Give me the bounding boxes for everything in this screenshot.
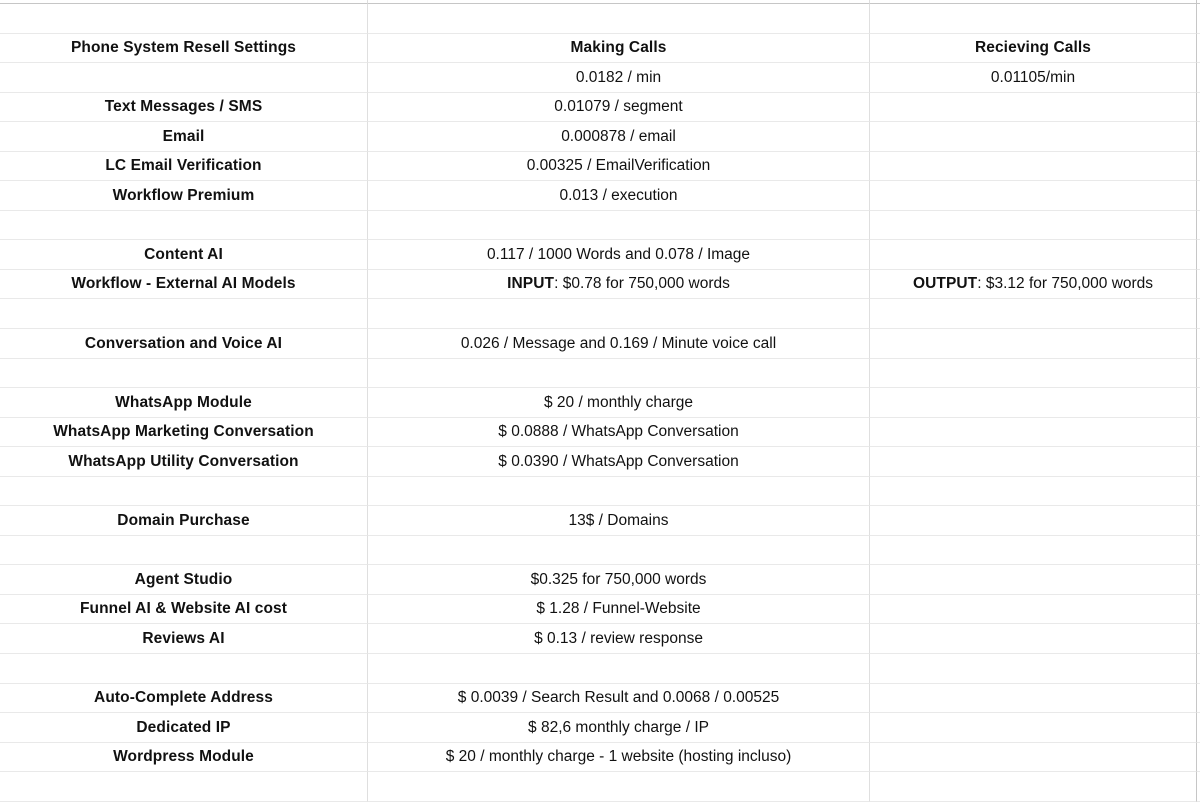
cell-r16c1[interactable] (0, 447, 368, 477)
cell-text: : $0.78 for 750,000 words (554, 275, 730, 293)
cell-text: Conversation and Voice AI (84, 334, 283, 352)
table-row (0, 63, 1200, 93)
cell-r27c1[interactable] (0, 772, 368, 802)
table-row (0, 713, 1200, 743)
cell-r26c3[interactable] (870, 743, 1197, 773)
cell-r24c1[interactable] (0, 684, 368, 714)
cell-text: Content AI (144, 245, 223, 263)
cell-r5c2[interactable] (368, 122, 870, 152)
cell-text: Reviews AI (142, 630, 225, 647)
table-row (0, 565, 1200, 595)
cell-text: Phone System Resell Settings (70, 39, 297, 57)
cell-r20c3[interactable] (870, 565, 1197, 595)
cell-r6c3[interactable] (870, 152, 1197, 182)
cell-r11c2[interactable] (368, 299, 870, 329)
cell-text: 0.013 / execution (559, 186, 678, 204)
cell-text: $ 20 / monthly charge (543, 393, 694, 411)
cell-r8c2[interactable] (368, 211, 870, 241)
table-row (0, 181, 1200, 211)
cell-text: $ 0.0039 / Search Result and 0.0068 / 0.00525 (457, 689, 780, 707)
cell-r1c3[interactable] (870, 4, 1197, 34)
cell-r7c1[interactable] (0, 181, 368, 211)
cell-text: WhatsApp Utility Conversation (68, 452, 299, 470)
cell-text: $ 0.13 / review response (534, 630, 703, 647)
cell-r13c2[interactable] (368, 359, 870, 389)
cell-r21c3[interactable] (870, 595, 1197, 625)
cell-r26c2[interactable] (368, 743, 870, 773)
cell-text: Recieving Calls (974, 39, 1092, 57)
cell-r12c1[interactable] (0, 329, 368, 359)
table-row (0, 506, 1200, 536)
cell-text: Text Messages / SMS (104, 98, 263, 116)
cell-r18c1[interactable] (0, 506, 368, 536)
cell-text: Wordpress Module (113, 748, 254, 766)
cell-r13c1[interactable] (0, 359, 368, 389)
table-row (0, 211, 1200, 241)
cell-r9c2[interactable] (368, 240, 870, 270)
cell-text: 0.01079 / segment (554, 98, 683, 116)
cell-text: Workflow - External AI Models (71, 275, 296, 293)
cell-r22c2[interactable] (368, 624, 870, 654)
cell-r3c3[interactable] (870, 63, 1197, 93)
cell-r1c1[interactable] (0, 4, 368, 34)
cell-text-bold-prefix: INPUT (507, 275, 555, 293)
cell-text: 0.01105/min (990, 68, 1076, 86)
cell-r23c1[interactable] (0, 654, 368, 684)
cell-r4c2[interactable] (368, 93, 870, 123)
cell-r7c2[interactable] (368, 181, 870, 211)
cell-r14c3[interactable] (870, 388, 1197, 418)
cell-r21c2[interactable] (368, 595, 870, 625)
table-row (0, 122, 1200, 152)
cell-text-bold-prefix: OUTPUT (912, 275, 978, 293)
table-row (0, 684, 1200, 714)
table-row (0, 595, 1200, 625)
cell-r25c3[interactable] (870, 713, 1197, 743)
cell-text: 13$ / Domains (568, 511, 669, 529)
cell-text: : $3.12 for 750,000 words (977, 275, 1154, 293)
cell-text: Making Calls (570, 39, 667, 57)
cell-r6c2[interactable] (368, 152, 870, 182)
cell-r1c2[interactable] (368, 4, 870, 34)
cell-text: WhatsApp Marketing Conversation (53, 423, 314, 441)
cell-r6c1[interactable] (0, 152, 368, 182)
cell-r15c3[interactable] (870, 418, 1197, 448)
cell-r2c2[interactable] (368, 34, 870, 64)
cell-r15c1[interactable] (0, 418, 368, 448)
cell-r2c1[interactable] (0, 34, 368, 64)
cell-text: $ 20 / monthly charge - 1 website (hosting incluso) (445, 748, 792, 766)
cell-text: 0.0182 / min (575, 68, 662, 86)
table-row (0, 477, 1200, 507)
cell-text: $ 82,6 monthly charge / IP (528, 718, 709, 736)
cell-r2c3[interactable] (870, 34, 1197, 64)
cell-r4c1[interactable] (0, 93, 368, 123)
table-row (0, 93, 1200, 123)
cell-text: Dedicated IP (136, 718, 231, 736)
cell-r5c1[interactable] (0, 122, 368, 152)
cell-r25c2[interactable] (368, 713, 870, 743)
cell-r9c3[interactable] (870, 240, 1197, 270)
cell-r15c2[interactable] (368, 418, 870, 448)
cell-r10c1[interactable] (0, 270, 368, 300)
cell-r11c3[interactable] (870, 299, 1197, 329)
table-row (0, 270, 1200, 300)
table-row (0, 418, 1200, 448)
cell-r21c1[interactable] (0, 595, 368, 625)
cell-r23c3[interactable] (870, 654, 1197, 684)
cell-r10c3[interactable] (870, 270, 1197, 300)
cell-r3c2[interactable] (368, 63, 870, 93)
table-row (0, 359, 1200, 389)
cell-r17c3[interactable] (870, 477, 1197, 507)
cell-text: $ 0.0888 / WhatsApp Conversation (498, 423, 739, 441)
cell-r8c3[interactable] (870, 211, 1197, 241)
cell-text: Agent Studio (134, 570, 233, 588)
cell-text: 0.026 / Message and 0.169 / Minute voice call (460, 334, 777, 352)
cell-r27c3[interactable] (870, 772, 1197, 802)
table-row (0, 447, 1200, 477)
cell-r14c1[interactable] (0, 388, 368, 418)
cell-r18c3[interactable] (870, 506, 1197, 536)
cell-r4c3[interactable] (870, 93, 1197, 123)
table-row (0, 654, 1200, 684)
cell-r8c1[interactable] (0, 211, 368, 241)
cell-text: $0.325 for 750,000 words (530, 570, 707, 588)
cell-r27c2[interactable] (368, 772, 870, 802)
cell-r16c2[interactable] (368, 447, 870, 477)
cell-r19c2[interactable] (368, 536, 870, 566)
cell-r7c3[interactable] (870, 181, 1197, 211)
cell-text: Workflow Premium (112, 186, 255, 204)
cell-r18c2[interactable] (368, 506, 870, 536)
cell-r20c1[interactable] (0, 565, 368, 595)
cell-r26c1[interactable] (0, 743, 368, 773)
cell-r13c3[interactable] (870, 359, 1197, 389)
table-row (0, 743, 1200, 773)
cell-r19c3[interactable] (870, 536, 1197, 566)
table-row (0, 4, 1200, 34)
cell-r24c2[interactable] (368, 684, 870, 714)
cell-text: 0.00325 / EmailVerification (526, 157, 711, 175)
table-row (0, 299, 1200, 329)
cell-text: $ 0.0390 / WhatsApp Conversation (498, 452, 739, 470)
table-row (0, 624, 1200, 654)
cell-text: Auto-Complete Address (94, 689, 273, 707)
cell-r23c2[interactable] (368, 654, 870, 684)
table-row (0, 772, 1200, 802)
cell-r9c1[interactable] (0, 240, 368, 270)
cell-text: 0.000878 / email (561, 127, 676, 145)
cell-text: Funnel AI & Website AI cost (79, 600, 288, 618)
cell-r11c1[interactable] (0, 299, 368, 329)
cell-r24c3[interactable] (870, 684, 1197, 714)
cell-text: Domain Purchase (117, 511, 250, 529)
cell-r10c2[interactable] (368, 270, 870, 300)
cell-r12c2[interactable] (368, 329, 870, 359)
cell-r5c3[interactable] (870, 122, 1197, 152)
table-row (0, 152, 1200, 182)
cell-text: 0.117 / 1000 Words and 0.078 / Image (486, 245, 751, 263)
cell-r3c1[interactable] (0, 63, 368, 93)
table-row (0, 388, 1200, 418)
cell-r17c1[interactable] (0, 477, 368, 507)
table-row (0, 536, 1200, 566)
table-row (0, 240, 1200, 270)
table-row (0, 329, 1200, 359)
cell-text: WhatsApp Module (115, 393, 252, 411)
cell-r19c1[interactable] (0, 536, 368, 566)
cell-text: LC Email Verification (105, 157, 262, 175)
cell-text: Email (162, 127, 205, 145)
cell-r14c2[interactable] (368, 388, 870, 418)
cell-r22c3[interactable] (870, 624, 1197, 654)
cell-r17c2[interactable] (368, 477, 870, 507)
table-row (0, 34, 1200, 64)
cell-r16c3[interactable] (870, 447, 1197, 477)
cell-r12c3[interactable] (870, 329, 1197, 359)
cell-r22c1[interactable] (0, 624, 368, 654)
cell-r25c1[interactable] (0, 713, 368, 743)
cell-r20c2[interactable] (368, 565, 870, 595)
cell-text: $ 1.28 / Funnel-Website (536, 600, 701, 618)
